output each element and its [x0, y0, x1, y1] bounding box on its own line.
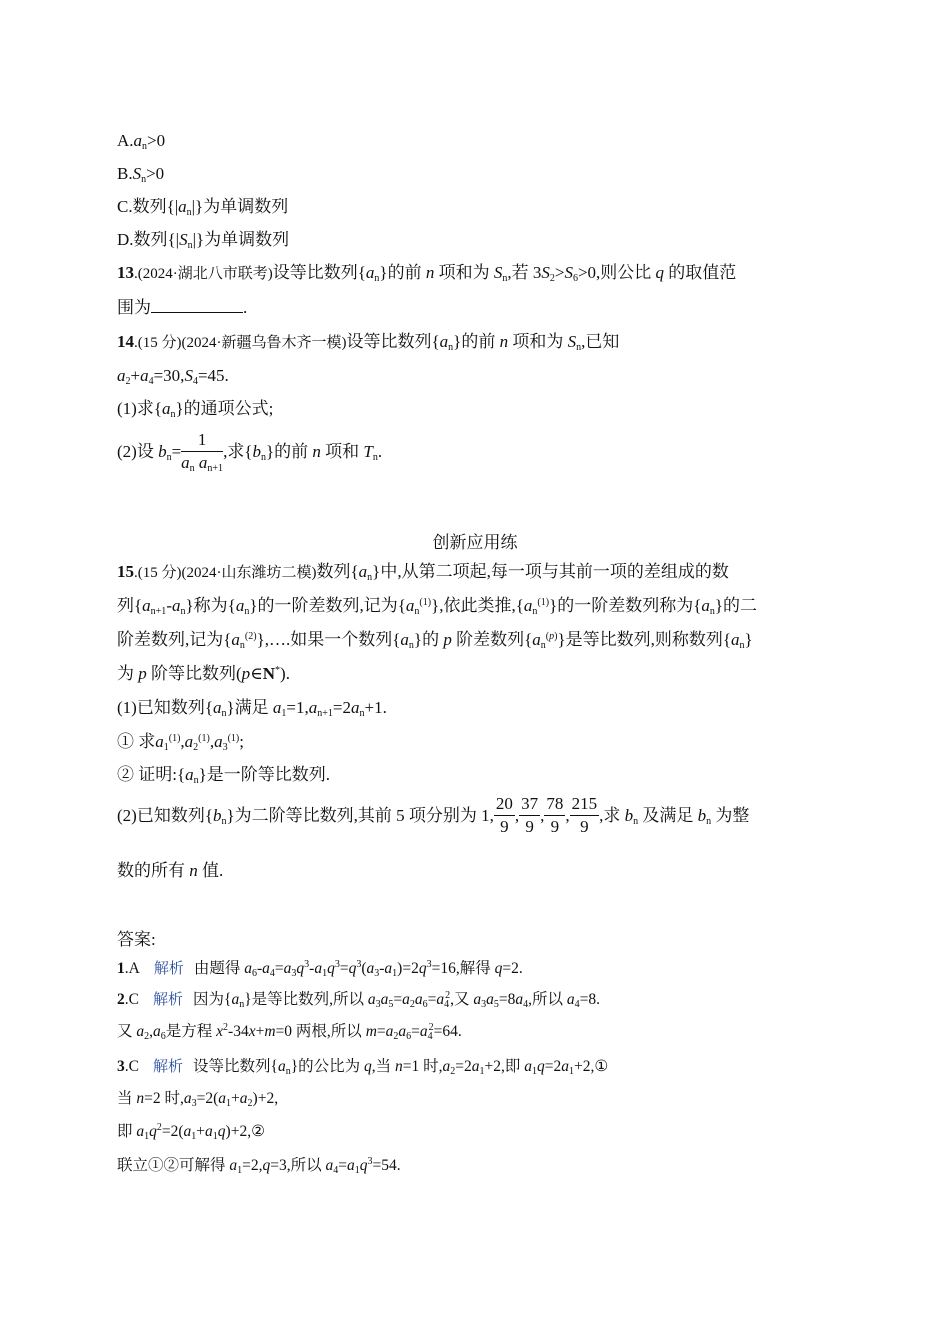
- question-15-part2-line2: 数的所有 n 值.: [117, 861, 224, 880]
- option-d: D.数列$\{|S_n|\}$为单调数列: [117, 230, 290, 251]
- section-title: 创新应用练: [432, 533, 518, 553]
- option-c: C.数列$\{|a_n|\}$为单调数列: [117, 197, 289, 218]
- answer-1: 1.A 解析 由题得 $a_6-a_4=a_3q^3-a_1q^3=q^3(a_3-a_1)=2q^3=16$,解得 q=2.: [117, 959, 523, 979]
- question-15-line2: 列$\{a_{n+1}-a_n\}$称为$\{a_n\}$的一阶差数列,记为$\{a_n^{(1)}\}$,依此类推$,\{a_n^{(1)}\}$的一阶差数列称为$\{a_n\}$的二: [117, 596, 758, 617]
- answer-3: 3.C 解析 设等比数列$\{a_n\}$的公比为 q,当 n=1 时$,a_2=2a_1+2$,即 $a_1q=2a_1+2,①$: [117, 1057, 609, 1077]
- answer-3-line4: 联立①②可解得 $a_1=2,q=3$,所以 $a_4=a_1q^3=54$.: [117, 1156, 401, 1176]
- answer-2-line2: 又 $a_2,a_6$是方程 $x^2-34x+m=0$ 两根,所以 $m=a_2a_6=a_4^2=64$.: [117, 1022, 462, 1042]
- answer-2: 2.C 解析 因为$\{a_n\}$是等比数列,所以 $a_3a_5=a_2a_6=a_4^2$,又 $a_3a_5=8a_4$,所以 $a_4=8$.: [117, 990, 601, 1010]
- answer-3-line3: 即 $a_1q^2=2(a_1+a_1q)+2,②$: [117, 1122, 265, 1142]
- question-13-line2: 围为 .: [117, 298, 248, 317]
- question-13: 13.(2024·湖北八市联考)设等比数列$\{a_n\}$的前 n 项和为 $S_n$,若 $3S_2>S_6>0$,则公比 q 的取值范: [117, 263, 737, 284]
- answer-blank[interactable]: [151, 296, 243, 313]
- question-15-line4: 为 p 阶等比数列(p∈N*).: [117, 664, 290, 683]
- fraction: $\frac{1}{a_n a_{n+1}}$: [181, 429, 224, 474]
- question-15-sub2: ② 证明$:\{a_n\}$是一阶等比数列.: [117, 765, 331, 786]
- answer-3-line2: 当 n=2 时$,a_3=2(a_1+a_2)+2$,: [117, 1090, 279, 1109]
- question-14: 14.(15 分)(2024·新疆乌鲁木齐一模)设等比数列$\{a_n\}$的前 n 项和为 $S_n$,已知: [117, 332, 620, 353]
- question-14-part2: (2)设 $b_n=$ $\frac{1}{a_n a_{n+1}}$ ,求$\{b_n\}$的前 n 项和 $T_n$.: [117, 429, 383, 474]
- question-14-part1: (1)求$\{a_n\}$的通项公式;: [117, 399, 274, 420]
- question-15: 15.(15 分)(2024·山东潍坊二模)数列$\{a_n\}$中,从第二项起,每一项与其前一项的差组成的数: [117, 562, 729, 583]
- question-15-sub1: ① 求$a_1^{(1)},a_2^{(1)},a_3^{(1)}$;: [117, 732, 244, 753]
- question-14-condition: $a_2+a_4=30,S_4=45$.: [117, 366, 229, 387]
- answers-heading: 答案:: [117, 930, 156, 949]
- option-b: $B.S_n>0$: [117, 164, 165, 185]
- question-15-line3: 阶差数列,记为$\{a_n^{(2)}\},\dots$.如果一个数列$\{a_n\}$的 p 阶差数列$\{a_n^{(p)}\}$是等比数列,则称数列$\{a_n\}$: [117, 630, 753, 651]
- question-15-part2: (2)已知数列$\{b_n\}$为二阶等比数列,其前 5 项分别为 1, $\frac{20}{9}$ , $\frac{37}{9}$ , $\frac{78}{9}$ , $\frac{215}{9}$ ,求 $b_n$ 及满足 $b_n$ 为整: [117, 793, 750, 836]
- option-a: $A.a_n>0$: [117, 131, 166, 152]
- question-15-part1: (1)已知数列$\{a_n\}$满足 $a_1=1,a_{n+1}=2a_n+1$.: [117, 698, 387, 719]
